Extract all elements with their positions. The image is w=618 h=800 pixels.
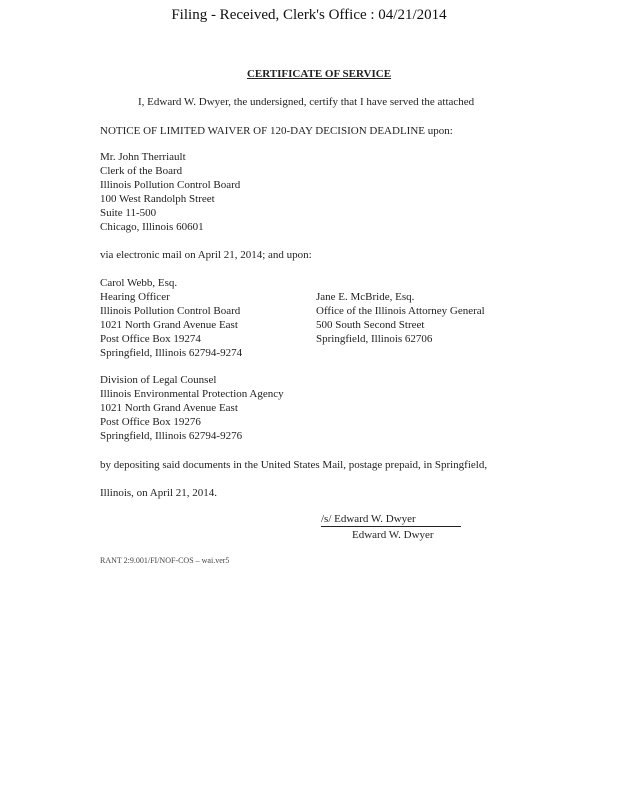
address-line: Illinois Pollution Control Board	[100, 179, 241, 191]
address-line: Division of Legal Counsel	[100, 374, 217, 386]
address-line: Springfield, Illinois 62706	[316, 333, 433, 345]
address-line: 1021 North Grand Avenue East	[100, 402, 238, 414]
address-line: Springfield, Illinois 62794-9276	[100, 430, 243, 442]
footer-code: RANT 2:9.001/FI/NOF-COS – wai.ver5	[100, 556, 230, 565]
recipient-attorney-general-address	[316, 290, 485, 346]
address-line: Office of the Illinois Attorney General	[316, 305, 485, 317]
address-line: 500 South Second Street	[316, 319, 425, 331]
address-line: Suite 11-500	[100, 207, 157, 219]
address-line: Hearing Officer	[100, 291, 170, 303]
address-line: Post Office Box 19274	[100, 333, 201, 345]
certify-statement: I, Edward W. Dwyer, the undersigned, certify that I have served the attached	[138, 96, 475, 108]
address-line: Illinois Pollution Control Board	[100, 305, 241, 317]
recipient-hearing-officer-address	[100, 276, 242, 360]
mail-statement: by depositing said documents in the United States Mail, postage prepaid, in Springfield,	[100, 459, 488, 471]
notice-statement: NOTICE OF LIMITED WAIVER OF 120-DAY DECISION DEADLINE upon:	[100, 125, 453, 137]
address-line: 1021 North Grand Avenue East	[100, 319, 238, 331]
recipient-iepa-address	[100, 373, 284, 443]
electronic-signature	[321, 512, 461, 527]
address-line: Clerk of the Board	[100, 165, 183, 177]
address-line: Post Office Box 19276	[100, 416, 201, 428]
signer-name: Edward W. Dwyer	[352, 529, 434, 541]
signature-line: /s/ Edward W. Dwyer	[321, 512, 461, 527]
via-email-statement: via electronic mail on April 21, 2014; and upon:	[100, 249, 312, 261]
address-line: Illinois Environmental Protection Agency	[100, 388, 284, 400]
date-statement: Illinois, on April 21, 2014.	[100, 487, 218, 499]
recipient-clerk-address	[100, 150, 240, 234]
document-title: CERTIFICATE OF SERVICE	[246, 68, 392, 80]
address-line: Jane E. McBride, Esq.	[316, 291, 415, 303]
address-line: Springfield, Illinois 62794-9274	[100, 347, 243, 359]
filing-stamp: Filing - Received, Clerk's Office : 04/21/2014	[171, 7, 447, 23]
address-line: Mr. John Therriault	[100, 151, 186, 163]
address-line: Carol Webb, Esq.	[100, 277, 178, 289]
address-line: Chicago, Illinois 60601	[100, 221, 204, 233]
address-line: 100 West Randolph Street	[100, 193, 215, 205]
